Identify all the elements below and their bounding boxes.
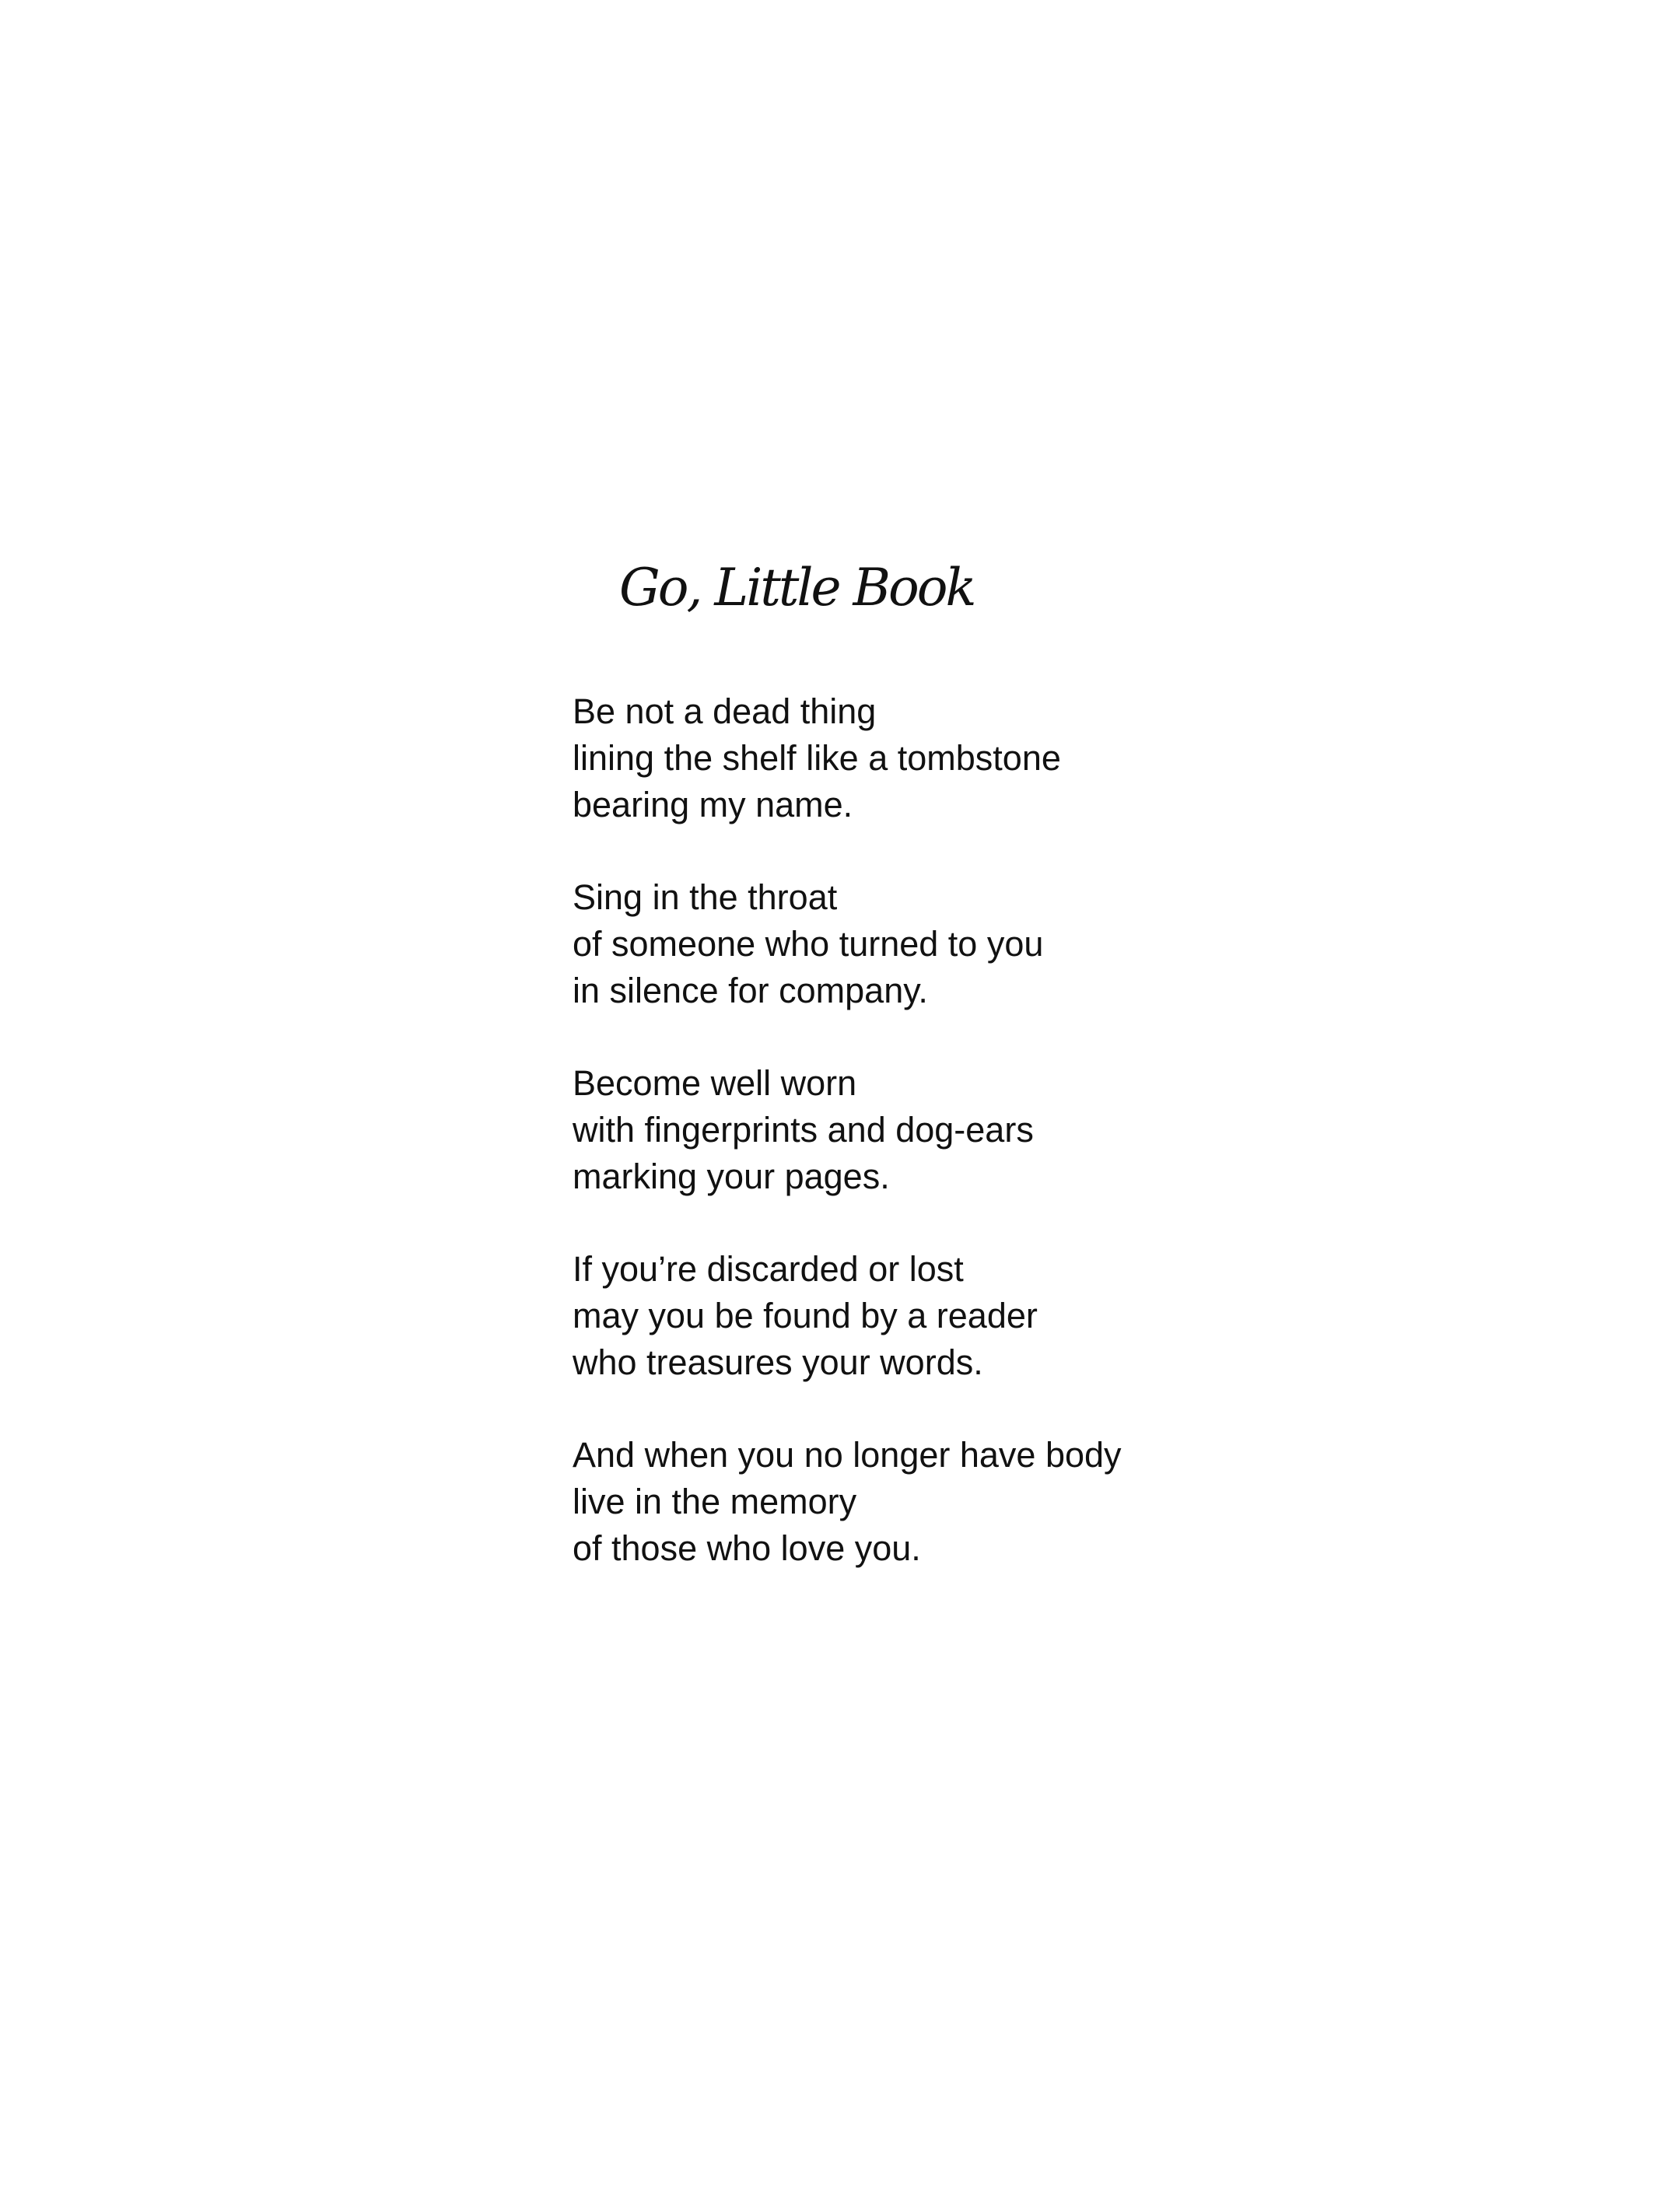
poem-line: Become well worn	[573, 1063, 857, 1103]
stanza-4	[573, 1246, 1428, 1386]
poem-line: live in the memory	[573, 1482, 857, 1521]
poem-line: of those who love you.	[573, 1528, 921, 1568]
poem-line: may you be found by a reader	[573, 1296, 1038, 1335]
poem-line: of someone who turned to you	[573, 924, 1044, 964]
poem-line: with fingerprints and dog-ears	[573, 1110, 1034, 1150]
stanza-1	[573, 688, 1428, 828]
poem-line: bearing my name.	[573, 785, 853, 824]
poem-line: Sing in the throat	[573, 877, 838, 917]
stanza-3	[573, 1060, 1428, 1200]
poem-line: If you’re discarded or lost	[573, 1249, 964, 1289]
poem-line: marking your pages.	[573, 1157, 890, 1196]
stanza-5	[573, 1432, 1428, 1572]
poem-line: lining the shelf like a tombstone	[573, 738, 1061, 778]
poem-title: Go, Little Book	[619, 558, 975, 618]
poem-body	[573, 688, 1428, 1572]
poem-line: And when you no longer have body	[573, 1435, 1122, 1475]
poem-line: who treasures your words.	[573, 1342, 983, 1382]
stanza-2	[573, 874, 1428, 1014]
poem-line: in silence for company.	[573, 971, 928, 1010]
poem-line: Be not a dead thing	[573, 691, 877, 731]
